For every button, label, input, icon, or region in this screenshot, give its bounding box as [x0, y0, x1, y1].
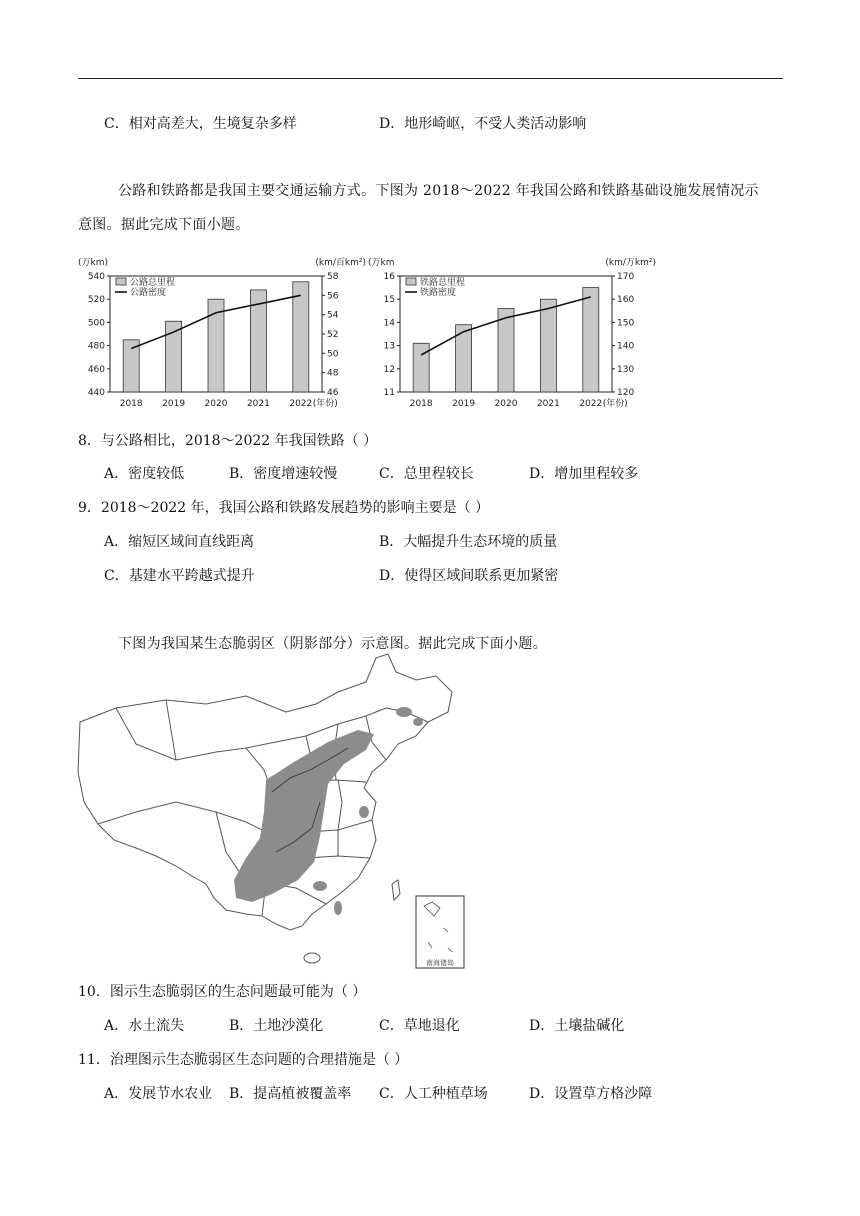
bar: [498, 308, 514, 392]
bar: [540, 299, 556, 392]
right-tick-label: 130: [617, 364, 635, 375]
right-tick-label: 46: [327, 388, 339, 398]
right-tick-label: 160: [617, 295, 635, 306]
x-tick-label: 2021: [246, 399, 270, 409]
intro-1-line-1: 公路和铁路都是我国主要交通运输方式。下图为 2018～2022 年我国公路和铁路基础设施发展情况示: [118, 183, 759, 199]
south-china-sea-inset: [416, 896, 464, 968]
x-tick-label: 2020: [494, 399, 518, 409]
q10-option-a[interactable]: A．水土流失: [104, 1018, 185, 1034]
x-axis-unit: (年份): [602, 399, 628, 409]
left-tick-label: 500: [87, 318, 105, 329]
bar: [583, 288, 599, 392]
intro-1-line-2: 意图。据此完成下面小题。: [78, 217, 250, 233]
right-tick-label: 140: [617, 341, 635, 352]
q8-option-a[interactable]: A．密度较低: [104, 466, 185, 482]
left-tick-label: 440: [87, 388, 105, 398]
bar: [123, 340, 139, 392]
right-tick-label: 48: [327, 368, 339, 379]
right-tick-label: 56: [327, 291, 339, 302]
right-axis-unit: (km/万km²): [605, 258, 656, 268]
q10-option-d[interactable]: D．土壤盐碱化: [529, 1018, 625, 1034]
right-axis-unit: (km/百km²): [315, 258, 366, 268]
left-tick-label: 460: [87, 364, 105, 375]
right-tick-label: 170: [617, 272, 635, 282]
q9-stem: 9．2018～2022 年，我国公路和铁路发展趋势的影响主要是（ ）: [78, 500, 490, 516]
legend-line-label: 铁路密度: [420, 288, 457, 298]
legend-bar-label: 铁路总里程: [420, 278, 466, 288]
left-axis-unit: (万km): [78, 258, 109, 268]
right-tick-label: 50: [327, 349, 339, 360]
x-tick-label: 2021: [536, 399, 560, 409]
q11-option-c[interactable]: C．人工种植草场: [379, 1086, 488, 1102]
left-tick-label: 13: [383, 341, 395, 352]
q8-option-b[interactable]: B．密度增速较慢: [229, 466, 338, 482]
left-tick-label: 520: [87, 295, 105, 306]
q11-option-d[interactable]: D．设置草方格沙障: [529, 1086, 653, 1102]
railway-chart: [366, 252, 662, 410]
fragile-zone-shading: [234, 707, 423, 915]
left-tick-label: 15: [383, 295, 395, 306]
left-tick-label: 11: [383, 388, 395, 398]
intro-2-line-1: 下图为我国某生态脆弱区（阴影部分）示意图。据此完成下面小题。: [118, 636, 547, 652]
q10-option-c[interactable]: C．草地退化: [379, 1018, 460, 1034]
bar: [293, 282, 309, 392]
q8-stem: 8．与公路相比，2018～2022 年我国铁路（ ）: [78, 433, 378, 449]
right-tick-label: 150: [617, 318, 635, 329]
legend-bar-label: 公路总里程: [130, 278, 176, 288]
q9-option-d[interactable]: D．使得区域间联系更加紧密: [379, 568, 559, 584]
q10-option-b[interactable]: B．土地沙漠化: [229, 1018, 324, 1034]
q11-option-b[interactable]: B．提高植被覆盖率: [229, 1086, 352, 1102]
x-axis-unit: (年份): [312, 399, 338, 409]
q11-stem: 11．治理图示生态脆弱区生态问题的合理措施是（ ）: [78, 1052, 409, 1068]
legend-line-label: 公路密度: [130, 288, 167, 298]
x-tick-label: 2018: [409, 399, 433, 409]
x-tick-label: 2022: [289, 399, 313, 409]
left-tick-label: 540: [87, 272, 105, 282]
right-tick-label: 58: [327, 272, 339, 282]
q9-option-c[interactable]: C．基建水平跨越式提升: [104, 568, 255, 584]
q7-option-d[interactable]: D．地形崎岖，不受人类活动影响: [379, 116, 587, 132]
inset-label: 南海诸岛: [426, 959, 454, 967]
q8-option-c[interactable]: C．总里程较长: [379, 466, 474, 482]
legend-bar-swatch: [406, 278, 416, 285]
x-tick-label: 2019: [452, 399, 476, 409]
x-tick-label: 2022: [579, 399, 603, 409]
bar: [413, 343, 429, 392]
x-tick-label: 2019: [162, 399, 186, 409]
china-map: [76, 652, 476, 972]
x-tick-label: 2020: [204, 399, 228, 409]
q7-option-c[interactable]: C．相对高差大，生境复杂多样: [104, 116, 297, 132]
left-tick-label: 480: [87, 341, 105, 352]
left-tick-label: 16: [383, 272, 395, 282]
q8-option-d[interactable]: D．增加里程较多: [529, 466, 639, 482]
q9-option-b[interactable]: B．大幅提升生态环境的质量: [379, 534, 558, 550]
x-tick-label: 2018: [119, 399, 143, 409]
q11-option-a[interactable]: A．发展节水农业: [104, 1086, 213, 1102]
q10-stem: 10．图示生态脆弱区的生态问题最可能为（ ）: [78, 984, 367, 1000]
left-axis-unit: (万km: [368, 258, 395, 268]
right-tick-label: 120: [617, 388, 635, 398]
highway-chart: [76, 252, 372, 410]
header-rule: [78, 78, 783, 79]
left-tick-label: 12: [383, 364, 395, 375]
legend-bar-swatch: [116, 278, 126, 285]
right-tick-label: 52: [327, 330, 339, 340]
q9-option-a[interactable]: A．缩短区域间直线距离: [104, 534, 255, 550]
left-tick-label: 14: [383, 318, 395, 329]
right-tick-label: 54: [327, 310, 339, 321]
